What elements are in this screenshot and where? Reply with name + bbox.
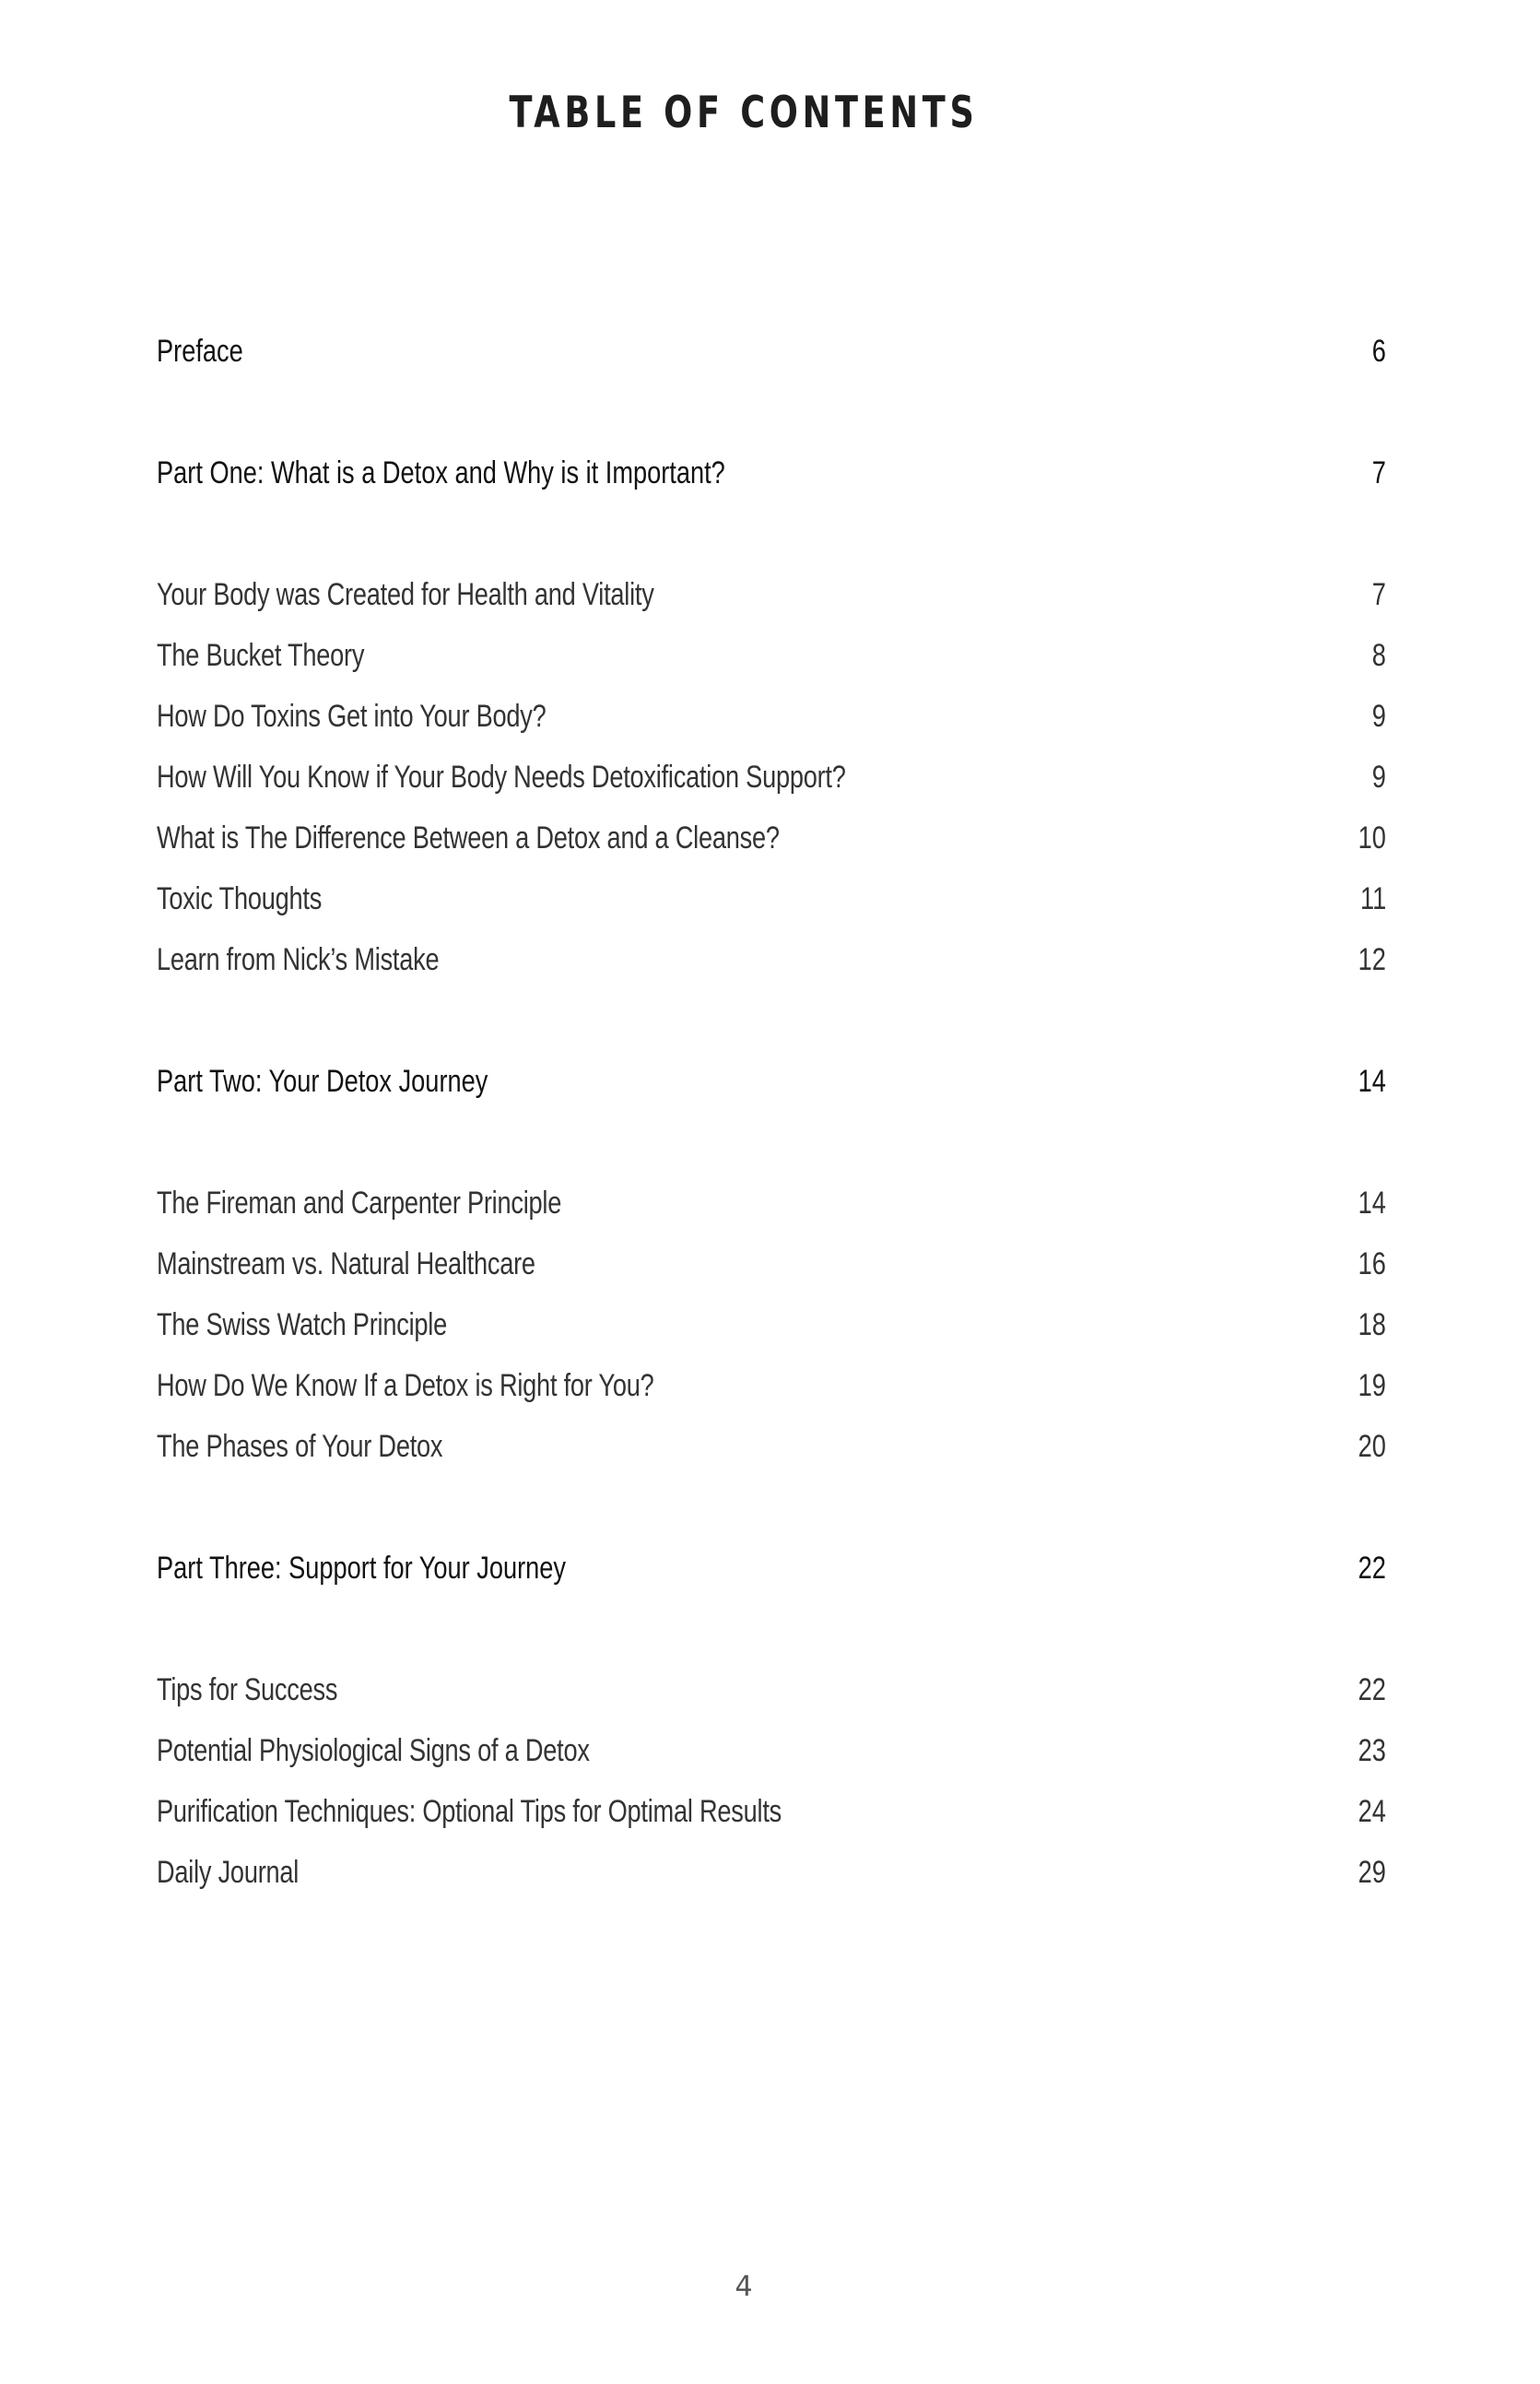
toc-item-page: 19 [1358, 1368, 1386, 1403]
toc-item[interactable] [157, 630, 1386, 681]
toc-item-title: What is The Difference Between a Detox and a Cleanse? [157, 820, 780, 856]
toc-item-part-three[interactable] [157, 1542, 1386, 1594]
toc-item[interactable] [157, 1664, 1386, 1716]
toc-item-part-one[interactable] [157, 447, 1386, 499]
toc-item[interactable] [157, 1238, 1386, 1290]
toc-item-title: Potential Physiological Signs of a Detox [157, 1733, 590, 1768]
toc-item-title: Learn from Nick’s Mistake [157, 942, 440, 977]
toc-item-title: The Bucket Theory [157, 638, 365, 673]
toc-item-page: 7 [1371, 455, 1386, 490]
toc-item-title: Part Two: Your Detox Journey [157, 1064, 488, 1099]
toc-item-page: 9 [1371, 760, 1386, 795]
toc-item-page: 29 [1358, 1855, 1386, 1890]
toc-item-page: 14 [1358, 1064, 1386, 1099]
page-number: 4 [735, 2271, 753, 2303]
toc-item-page: 10 [1358, 820, 1386, 856]
page-title: TABLE OF CONTENTS [509, 88, 979, 138]
toc-item-page: 20 [1358, 1429, 1386, 1464]
toc-item-title: The Swiss Watch Principle [157, 1307, 447, 1342]
toc-item-page: 16 [1358, 1246, 1386, 1281]
toc-item[interactable] [157, 751, 1386, 803]
toc-item[interactable] [157, 569, 1386, 620]
toc-item[interactable] [157, 690, 1386, 742]
toc-item[interactable] [157, 1421, 1386, 1472]
toc-item-page: 22 [1358, 1672, 1386, 1707]
toc-item-page: 11 [1359, 881, 1386, 916]
toc-item-page: 23 [1358, 1733, 1386, 1768]
toc-item-title: Part One: What is a Detox and Why is it Important? [157, 455, 725, 490]
toc-item-title: The Phases of Your Detox [157, 1429, 443, 1464]
toc-item[interactable] [157, 1725, 1386, 1776]
toc-item[interactable] [157, 812, 1386, 864]
toc-item[interactable] [157, 1177, 1386, 1229]
toc-item-page: 7 [1371, 577, 1386, 612]
toc-item[interactable] [157, 1299, 1386, 1351]
toc-item-title: How Do We Know If a Detox is Right for You? [157, 1368, 654, 1403]
toc-item-title: Daily Journal [157, 1855, 300, 1890]
toc-item-title: Part Three: Support for Your Journey [157, 1551, 567, 1586]
toc-item-title: How Do Toxins Get into Your Body? [157, 699, 547, 734]
toc-item[interactable] [157, 1786, 1386, 1837]
toc-item-title: Mainstream vs. Natural Healthcare [157, 1246, 535, 1281]
toc-item-title: Your Body was Created for Health and Vitality [157, 577, 654, 612]
toc-item-title: The Fireman and Carpenter Principle [157, 1186, 562, 1221]
toc-item-preface[interactable] [157, 325, 1386, 377]
toc-item-page: 24 [1358, 1794, 1386, 1829]
toc-item-page: 6 [1371, 334, 1386, 369]
table-of-contents [157, 0, 1386, 2213]
toc-item-page: 18 [1358, 1307, 1386, 1342]
toc-item[interactable] [157, 1847, 1386, 1898]
toc-item-part-two[interactable] [157, 1056, 1386, 1107]
toc-item-page: 12 [1358, 942, 1386, 977]
toc-item-title: Tips for Success [157, 1672, 338, 1707]
toc-item-page: 8 [1371, 638, 1386, 673]
toc-item[interactable] [157, 873, 1386, 925]
toc-item-title: Preface [157, 334, 243, 369]
toc-item-page: 22 [1358, 1551, 1386, 1586]
toc-item-page: 14 [1358, 1186, 1386, 1221]
toc-item[interactable] [157, 934, 1386, 985]
toc-item-title: How Will You Know if Your Body Needs Detoxification Support? [157, 760, 846, 795]
toc-item-page: 9 [1371, 699, 1386, 734]
toc-item-title: Toxic Thoughts [157, 881, 323, 916]
toc-item-title: Purification Techniques: Optional Tips for Optimal Results [157, 1794, 782, 1829]
toc-item[interactable] [157, 1360, 1386, 1411]
